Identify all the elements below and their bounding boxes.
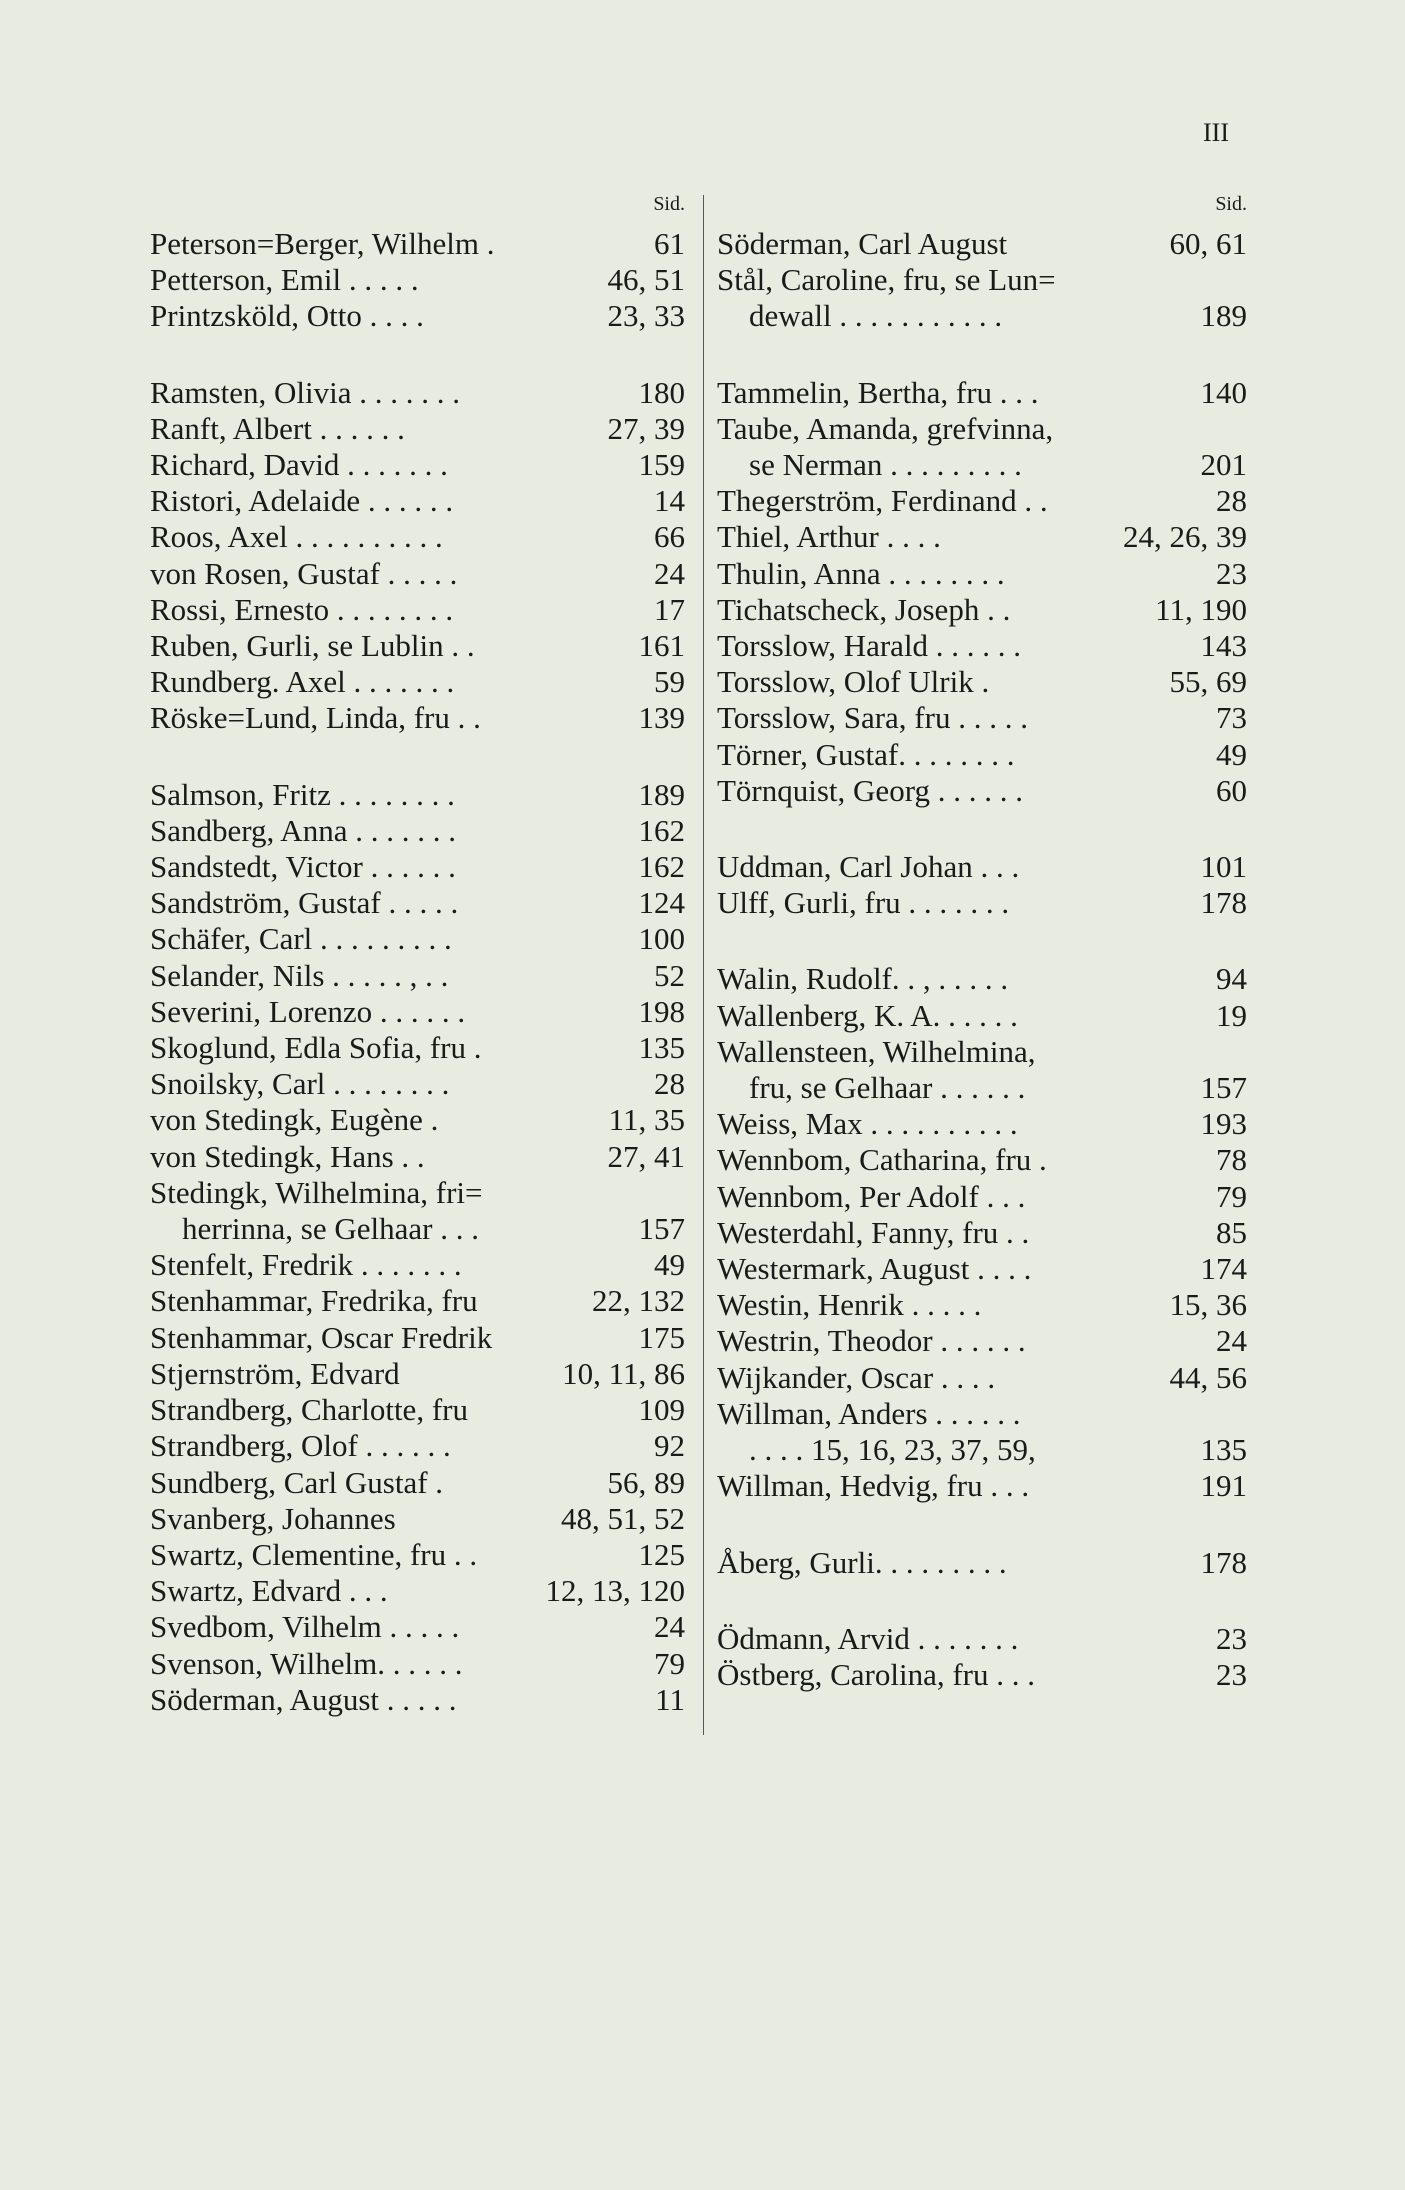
index-entry	[150, 1682, 685, 1718]
index-entry	[717, 519, 1247, 555]
index-entry	[150, 592, 685, 628]
entry-pages: 12, 13, 120	[545, 1573, 685, 1609]
index-entry	[150, 1139, 685, 1175]
entry-pages: 101	[1200, 849, 1247, 885]
entry-pages: 100	[638, 921, 685, 957]
group-spacer	[717, 1581, 1247, 1621]
entry-name: Selander, Nils . . . . . , . .	[150, 957, 449, 993]
entry-name: Stjernström, Edvard	[150, 1355, 400, 1391]
entry-name: herrinna, se Gelhaar . . .	[182, 1211, 479, 1247]
entry-name: Petterson, Emil . . . . .	[150, 262, 419, 298]
entry-pages: 189	[1200, 298, 1247, 334]
entry-pages: 143	[1200, 628, 1247, 664]
entry-name: Wennbom, Per Adolf . . .	[717, 1178, 1026, 1214]
index-entry	[150, 1175, 685, 1211]
index-entry	[150, 1283, 685, 1319]
entry-pages: 49	[1216, 736, 1247, 772]
entry-pages: 175	[638, 1319, 685, 1355]
index-entry	[717, 1657, 1247, 1693]
index-entry	[150, 849, 685, 885]
entry-name: Sundberg, Carl Gustaf .	[150, 1464, 444, 1500]
entry-pages: 59	[654, 664, 685, 700]
entry-name: Ruben, Gurli, se Lublin . .	[150, 628, 475, 664]
entry-name: Stenfelt, Fredrik . . . . . . .	[150, 1247, 462, 1283]
entry-pages: 189	[638, 776, 685, 812]
entry-name: Rossi, Ernesto . . . . . . . .	[150, 591, 454, 627]
entry-pages: 17	[654, 591, 685, 627]
index-entry	[717, 226, 1247, 262]
index-entry	[717, 1287, 1247, 1323]
entry-name: Thulin, Anna . . . . . . . .	[717, 555, 1005, 591]
entry-name: Peterson=Berger, Wilhelm .	[150, 226, 495, 261]
page-number: III	[1203, 118, 1229, 147]
entry-pages: 23, 33	[607, 298, 685, 334]
index-entry	[150, 1356, 685, 1392]
group-spacer	[717, 1505, 1247, 1545]
entry-name: Söderman, Carl August	[717, 226, 1008, 261]
index-entry	[150, 298, 685, 334]
entry-name: Stenhammar, Fredrika, fru	[150, 1283, 478, 1319]
entry-pages: 15, 36	[1169, 1287, 1247, 1323]
entry-pages: 23	[1216, 1620, 1247, 1656]
index-entry	[717, 592, 1247, 628]
entry-name: Ramsten, Olivia . . . . . . .	[150, 374, 460, 410]
entry-name: Severini, Lorenzo . . . . . .	[150, 993, 466, 1029]
entry-name: Stenhammar, Oscar Fredrik	[150, 1319, 493, 1355]
index-entry	[717, 1179, 1247, 1215]
index-entry	[717, 1251, 1247, 1287]
entry-pages: 61	[654, 226, 685, 261]
group-spacer	[150, 335, 685, 375]
index-entry	[150, 1392, 685, 1428]
entry-pages: 135	[1200, 1432, 1247, 1468]
entry-name: Åberg, Gurli. . . . . . . . .	[717, 1544, 1007, 1580]
entry-name: Walin, Rudolf. . , . . . . .	[717, 961, 1009, 997]
index-entry	[717, 298, 1247, 334]
index-column-right	[717, 190, 1247, 1693]
entry-name: Westerdahl, Fanny, fru . .	[717, 1214, 1030, 1250]
index-entry	[717, 1142, 1247, 1178]
entry-name: Westrin, Theodor . . . . . .	[717, 1323, 1026, 1359]
entry-name: Ödmann, Arvid . . . . . . .	[717, 1620, 1019, 1656]
entry-pages: 11, 35	[608, 1102, 685, 1138]
index-entry	[150, 664, 685, 700]
entry-pages: 174	[1200, 1251, 1247, 1287]
index-entry	[150, 447, 685, 483]
index-entry	[150, 375, 685, 411]
entry-name: Wallensteen, Wilhelmina,	[717, 1033, 1036, 1069]
entry-pages: 23	[1216, 555, 1247, 591]
index-entry	[150, 1465, 685, 1501]
group-spacer	[717, 809, 1247, 849]
entry-pages: 140	[1200, 374, 1247, 410]
index-entry	[717, 556, 1247, 592]
entry-name: von Stedingk, Eugène .	[150, 1102, 439, 1138]
right-entries	[717, 226, 1247, 1693]
entry-pages: 85	[1216, 1214, 1247, 1250]
entry-name: Uddman, Carl Johan . . .	[717, 849, 1020, 885]
entry-name: Roos, Axel . . . . . . . . . .	[150, 519, 443, 555]
entry-pages: 157	[1200, 1070, 1247, 1106]
entry-pages: 78	[1216, 1142, 1247, 1178]
entry-name: Skoglund, Edla Sofia, fru .	[150, 1030, 482, 1066]
entry-pages: 24	[654, 555, 685, 591]
entry-pages: 193	[1200, 1106, 1247, 1142]
index-entry	[150, 700, 685, 736]
entry-pages: 73	[1216, 700, 1247, 736]
index-entry	[717, 1323, 1247, 1359]
entry-name: Ristori, Adelaide . . . . . .	[150, 483, 454, 519]
index-entry	[150, 1609, 685, 1645]
entry-pages: 60, 61	[1169, 226, 1247, 261]
entry-name: Taube, Amanda, grefvinna,	[717, 410, 1054, 446]
entry-pages: 28	[1216, 483, 1247, 519]
index-entry	[150, 411, 685, 447]
entry-name: Torsslow, Sara, fru . . . . .	[717, 700, 1028, 736]
index-entry	[717, 1070, 1247, 1106]
entry-name: Törnquist, Georg . . . . . .	[717, 772, 1023, 808]
left-entries	[150, 226, 685, 1718]
entry-pages: 201	[1200, 447, 1247, 483]
entry-pages: 79	[654, 1645, 685, 1681]
index-entry	[717, 849, 1247, 885]
group-spacer	[717, 335, 1247, 375]
entry-pages: 24	[654, 1609, 685, 1645]
entry-pages: 46, 51	[607, 262, 685, 298]
entry-pages: 56, 89	[607, 1464, 685, 1500]
entry-pages: 94	[1216, 961, 1247, 997]
index-entry	[717, 447, 1247, 483]
entry-pages: 11, 190	[1155, 591, 1247, 627]
entry-name: Torsslow, Harald . . . . . .	[717, 628, 1022, 664]
entry-name: Thegerström, Ferdinand . .	[717, 483, 1048, 519]
entry-name: Stål, Caroline, fru, se Lun=	[717, 262, 1056, 298]
index-entry	[717, 483, 1247, 519]
entry-name: Schäfer, Carl . . . . . . . . .	[150, 921, 452, 957]
entry-name: Strandberg, Olof . . . . . .	[150, 1428, 451, 1464]
index-entry	[150, 226, 685, 262]
entry-name: Svanberg, Johannes	[150, 1500, 396, 1536]
entry-name: Swartz, Edvard . . .	[150, 1573, 388, 1609]
entry-name: Swartz, Clementine, fru . .	[150, 1536, 478, 1572]
index-entry	[717, 262, 1247, 298]
index-entry	[717, 664, 1247, 700]
entry-pages: 14	[654, 483, 685, 519]
index-entry	[717, 961, 1247, 997]
index-entry	[717, 1432, 1247, 1468]
entry-pages: 49	[654, 1247, 685, 1283]
entry-name: Ranft, Albert . . . . . .	[150, 410, 405, 446]
entry-pages: 55, 69	[1169, 664, 1247, 700]
index-entry	[717, 375, 1247, 411]
entry-pages: 48, 51, 52	[561, 1500, 685, 1536]
sid-header-right: Sid.	[1215, 193, 1247, 215]
entry-name: Rundberg. Axel . . . . . . .	[150, 664, 455, 700]
entry-name: Westermark, August . . . .	[717, 1251, 1032, 1287]
index-entry	[150, 777, 685, 813]
entry-name: Snoilsky, Carl . . . . . . . .	[150, 1066, 450, 1102]
entry-name: Westin, Henrik . . . . .	[717, 1287, 982, 1323]
index-entry	[150, 885, 685, 921]
entry-pages: 11	[655, 1681, 685, 1717]
index-entry	[717, 1396, 1247, 1432]
index-entry	[150, 483, 685, 519]
column-divider	[703, 195, 704, 1735]
index-column-left	[150, 190, 685, 1718]
index-entry	[150, 519, 685, 555]
entry-name: Röske=Lund, Linda, fru . .	[150, 700, 481, 736]
entry-pages: 27, 39	[607, 410, 685, 446]
entry-name: Torsslow, Olof Ulrik .	[717, 664, 990, 700]
entry-pages: 178	[1200, 1544, 1247, 1580]
entry-pages: 52	[654, 957, 685, 993]
index-entry	[717, 1545, 1247, 1581]
entry-name: Sandberg, Anna . . . . . . .	[150, 812, 456, 848]
index-entry	[717, 1621, 1247, 1657]
index-entry	[717, 1215, 1247, 1251]
entry-pages: 28	[654, 1066, 685, 1102]
entry-name: Willman, Anders . . . . . .	[717, 1395, 1021, 1431]
entry-pages: 198	[638, 993, 685, 1029]
entry-name: fru, se Gelhaar . . . . . .	[749, 1070, 1026, 1106]
entry-name: Sandström, Gustaf . . . . .	[150, 885, 459, 921]
entry-pages: 10, 11, 86	[562, 1355, 685, 1391]
entry-pages: 109	[638, 1392, 685, 1428]
entry-name: Söderman, August . . . . .	[150, 1681, 457, 1717]
index-entry	[150, 958, 685, 994]
index-entry	[150, 556, 685, 592]
entry-name: Strandberg, Charlotte, fru	[150, 1392, 468, 1428]
entry-pages: 66	[654, 519, 685, 555]
entry-name: Wijkander, Oscar . . . .	[717, 1359, 996, 1395]
entry-name: Thiel, Arthur . . . .	[717, 519, 941, 555]
index-entry	[150, 1573, 685, 1609]
entry-name: Tichatscheck, Joseph . .	[717, 591, 1011, 627]
entry-pages: 92	[654, 1428, 685, 1464]
index-entry	[150, 1428, 685, 1464]
entry-name: dewall . . . . . . . . . . .	[749, 298, 1003, 334]
entry-name: Sandstedt, Victor . . . . . .	[150, 849, 456, 885]
entry-name: Willman, Hedvig, fru . . .	[717, 1468, 1030, 1504]
entry-pages: 135	[638, 1030, 685, 1066]
entry-name: Svenson, Wilhelm. . . . . .	[150, 1645, 463, 1681]
index-entry	[150, 262, 685, 298]
entry-name: Stedingk, Wilhelmina, fri=	[150, 1174, 483, 1210]
index-entry	[717, 1106, 1247, 1142]
index-entry	[150, 921, 685, 957]
index-entry	[150, 1066, 685, 1102]
index-entry	[150, 994, 685, 1030]
entry-name: . . . . 15, 16, 23, 37, 59,	[749, 1432, 1036, 1468]
entry-pages: 162	[638, 812, 685, 848]
entry-pages: 191	[1200, 1468, 1247, 1504]
index-entry	[150, 1646, 685, 1682]
group-spacer	[150, 737, 685, 777]
entry-name: Östberg, Carolina, fru . . .	[717, 1656, 1035, 1692]
index-entry	[150, 1247, 685, 1283]
index-entry	[717, 628, 1247, 664]
entry-pages: 24, 26, 39	[1123, 519, 1247, 555]
sid-header-left: Sid.	[653, 193, 685, 215]
index-entry	[150, 628, 685, 664]
entry-pages: 162	[638, 849, 685, 885]
entry-name: Wallenberg, K. A. . . . . .	[717, 997, 1018, 1033]
entry-pages: 22, 132	[592, 1283, 685, 1319]
entry-pages: 157	[638, 1211, 685, 1247]
group-spacer	[717, 921, 1247, 961]
index-entry	[150, 1030, 685, 1066]
entry-pages: 19	[1216, 997, 1247, 1033]
entry-pages: 125	[638, 1536, 685, 1572]
index-entry	[150, 1211, 685, 1247]
entry-name: von Stedingk, Hans . .	[150, 1138, 425, 1174]
index-entry	[717, 773, 1247, 809]
entry-name: Ulff, Gurli, fru . . . . . . .	[717, 885, 1010, 921]
entry-name: von Rosen, Gustaf . . . . .	[150, 555, 458, 591]
entry-pages: 139	[638, 700, 685, 736]
entry-name: Tammelin, Bertha, fru . . .	[717, 374, 1039, 410]
index-entry	[150, 1537, 685, 1573]
index-entry	[150, 1501, 685, 1537]
index-entry	[717, 700, 1247, 736]
entry-name: Richard, David . . . . . . .	[150, 447, 448, 483]
entry-name: Weiss, Max . . . . . . . . . .	[717, 1106, 1018, 1142]
entry-pages: 23	[1216, 1656, 1247, 1692]
entry-name: se Nerman . . . . . . . . .	[749, 447, 1022, 483]
entry-pages: 159	[638, 447, 685, 483]
index-entry	[150, 1320, 685, 1356]
entry-pages: 180	[638, 374, 685, 410]
index-entry	[717, 1360, 1247, 1396]
entry-pages: 124	[638, 885, 685, 921]
entry-name: Svedbom, Vilhelm . . . . .	[150, 1609, 460, 1645]
entry-name: Salmson, Fritz . . . . . . . .	[150, 776, 455, 812]
index-entry	[717, 411, 1247, 447]
index-entry	[717, 737, 1247, 773]
entry-name: Wennbom, Catharina, fru .	[717, 1142, 1047, 1178]
entry-pages: 27, 41	[607, 1138, 685, 1174]
entry-pages: 178	[1200, 885, 1247, 921]
index-entry	[717, 885, 1247, 921]
entry-pages: 24	[1216, 1323, 1247, 1359]
entry-name: Törner, Gustaf. . . . . . . .	[717, 736, 1015, 772]
index-entry	[150, 813, 685, 849]
entry-pages: 161	[638, 628, 685, 664]
entry-pages: 79	[1216, 1178, 1247, 1214]
index-entry	[150, 1102, 685, 1138]
index-entry	[717, 1468, 1247, 1504]
index-entry	[717, 998, 1247, 1034]
index-entry	[717, 1034, 1247, 1070]
entry-name: Printzsköld, Otto . . . .	[150, 298, 424, 334]
entry-pages: 44, 56	[1169, 1359, 1247, 1395]
entry-pages: 60	[1216, 772, 1247, 808]
